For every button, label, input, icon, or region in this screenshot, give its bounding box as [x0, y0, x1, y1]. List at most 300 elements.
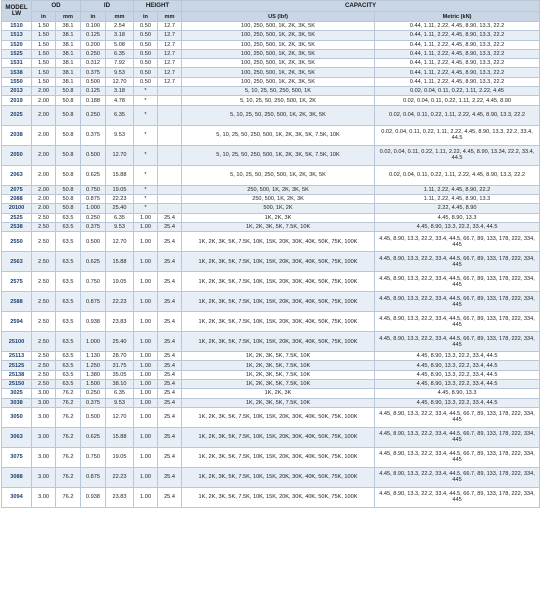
- capacity-us-cell: 1K, 2K, 3K: [182, 213, 375, 222]
- model-cell: 25100: [2, 332, 32, 352]
- id-in-cell: 0.312: [81, 59, 106, 68]
- spec-table: [1, 0, 540, 508]
- height-in-cell: *: [134, 165, 158, 185]
- height-mm-cell: [158, 185, 182, 194]
- height-mm-cell: [158, 194, 182, 203]
- height-mm-cell: [158, 165, 182, 185]
- height-mm-cell: [158, 96, 182, 105]
- id-mm-cell: 6.35: [106, 213, 134, 222]
- id-mm-cell: 12.70: [106, 407, 134, 427]
- height-in-cell: 1.00: [134, 312, 158, 332]
- id-in-cell: 1.130: [81, 352, 106, 361]
- height-in-cell: 1.00: [134, 361, 158, 370]
- model-cell: 25150: [2, 380, 32, 389]
- capacity-us-cell: 5, 10, 25, 50, 250, 500, 1K, 2K: [182, 96, 375, 105]
- model-cell: 2013: [2, 87, 32, 96]
- od-in-cell: 3.00: [32, 389, 56, 398]
- table-row: [2, 407, 540, 427]
- model-cell: 3088: [2, 467, 32, 487]
- od-in-cell: 2.50: [32, 370, 56, 379]
- od-mm-cell: 38.1: [56, 59, 81, 68]
- id-mm-cell: 9.53: [106, 398, 134, 407]
- model-cell: 2563: [2, 252, 32, 272]
- od-mm-cell: 50.8: [56, 96, 81, 105]
- table-row: [2, 380, 540, 389]
- id-in-cell: 1.000: [81, 204, 106, 213]
- height-mm-cell: 12.7: [158, 59, 182, 68]
- capacity-us-cell: 100, 250, 500, 1K, 2K, 3K, 5K: [182, 22, 375, 31]
- table-row: [2, 59, 540, 68]
- table-row: [2, 40, 540, 49]
- od-in-cell: 2.50: [32, 332, 56, 352]
- capacity-metric-cell: 0.02, 0.04, 0.11, 0.22, 1.11, 2.22, 4.45, 8.90, 13.3, 22.2: [375, 165, 540, 185]
- od-in-cell: 1.50: [32, 59, 56, 68]
- table-row: [2, 447, 540, 467]
- capacity-us-cell: 100, 250, 500, 1K, 2K, 3K, 5K: [182, 68, 375, 77]
- capacity-metric-cell: 1.11, 2.22, 4.45, 8.90, 13.3: [375, 194, 540, 203]
- id-mm-cell: 12.70: [106, 232, 134, 252]
- table-row: [2, 105, 540, 125]
- id-mm-cell: 25.40: [106, 204, 134, 213]
- height-in-cell: *: [134, 105, 158, 125]
- height-in-cell: 1.00: [134, 389, 158, 398]
- model-cell: 2050: [2, 145, 32, 165]
- od-mm-cell: 63.5: [56, 252, 81, 272]
- capacity-us-cell: 1K, 2K, 3K, 5K, 7.5K, 10K, 15K, 20K, 30K, 40K, 50K, 75K, 100K: [182, 232, 375, 252]
- model-cell: 2550: [2, 232, 32, 252]
- od-mm-cell: 63.5: [56, 222, 81, 231]
- od-in-cell: 2.00: [32, 87, 56, 96]
- id-in-cell: 0.625: [81, 165, 106, 185]
- id-mm-cell: 7.92: [106, 59, 134, 68]
- model-cell: 3075: [2, 447, 32, 467]
- od-mm-cell: 76.2: [56, 487, 81, 507]
- capacity-us-cell: 1K, 2K, 3K, 5K, 7.5K, 10K, 15K, 20K, 30K, 40K, 50K, 75K, 100K: [182, 407, 375, 427]
- height-in-cell: 1.00: [134, 222, 158, 231]
- table-body: [2, 22, 540, 508]
- table-row: [2, 292, 540, 312]
- capacity-metric-cell: 0.02, 0.04, 0.11, 0.22, 1.11, 2.22, 4.45, 8.90: [375, 96, 540, 105]
- capacity-metric-cell: 0.44, 1.11, 2.22, 4.45, 8.90, 13.3, 22.2: [375, 40, 540, 49]
- id-in-cell: 0.375: [81, 125, 106, 145]
- height-mm-cell: 25.4: [158, 447, 182, 467]
- id-in-cell: 0.250: [81, 49, 106, 58]
- height-mm-cell: 25.4: [158, 398, 182, 407]
- id-in-cell: 1.250: [81, 361, 106, 370]
- od-mm-cell: 50.8: [56, 194, 81, 203]
- height-in-cell: 0.50: [134, 22, 158, 31]
- id-mm-cell: 9.53: [106, 125, 134, 145]
- capacity-metric-cell: 0.02, 0.04, 0.11, 0.22, 1.11, 2.22, 4.45, 8.90, 13.3, 22.2, 33.4, 44.5: [375, 125, 540, 145]
- height-in-cell: 1.00: [134, 370, 158, 379]
- od-mm-cell: 50.8: [56, 165, 81, 185]
- od-mm-cell: 50.8: [56, 204, 81, 213]
- id-in-cell: 0.250: [81, 213, 106, 222]
- od-mm-cell: 63.5: [56, 272, 81, 292]
- height-in-cell: *: [134, 204, 158, 213]
- od-mm-cell: 63.5: [56, 361, 81, 370]
- height-mm-cell: 25.4: [158, 380, 182, 389]
- id-mm-cell: 23.83: [106, 312, 134, 332]
- id-in-cell: 0.500: [81, 145, 106, 165]
- height-mm-cell: 12.7: [158, 31, 182, 40]
- height-mm-cell: 25.4: [158, 361, 182, 370]
- header-od-mm: mm: [56, 12, 81, 22]
- od-mm-cell: 63.5: [56, 370, 81, 379]
- table-row: [2, 427, 540, 447]
- id-in-cell: 0.500: [81, 77, 106, 86]
- capacity-metric-cell: 4.45, 8.90, 13.3, 22.2, 33.4, 44.5, 66.7, 89, 133, 178, 222, 334, 445: [375, 312, 540, 332]
- capacity-metric-cell: 0.44, 1.11, 2.22, 4.45, 8.90, 13.3, 22.2: [375, 49, 540, 58]
- od-in-cell: 3.00: [32, 407, 56, 427]
- od-in-cell: 1.50: [32, 40, 56, 49]
- model-cell: 25138: [2, 370, 32, 379]
- height-in-cell: 1.00: [134, 398, 158, 407]
- id-mm-cell: 5.08: [106, 40, 134, 49]
- capacity-metric-cell: 0.44, 1.11, 2.22, 4.45, 8.90, 13.3, 22.2: [375, 22, 540, 31]
- od-in-cell: 2.50: [32, 292, 56, 312]
- id-mm-cell: 15.88: [106, 252, 134, 272]
- height-mm-cell: 25.4: [158, 352, 182, 361]
- od-mm-cell: 76.2: [56, 389, 81, 398]
- height-in-cell: 1.00: [134, 427, 158, 447]
- capacity-metric-cell: 4.45, 8.90, 13.3, 22.2, 33.4, 44.5: [375, 222, 540, 231]
- model-cell: 2588: [2, 292, 32, 312]
- id-mm-cell: 22.23: [106, 292, 134, 312]
- table-row: [2, 165, 540, 185]
- id-in-cell: 0.750: [81, 185, 106, 194]
- od-in-cell: 2.00: [32, 185, 56, 194]
- height-mm-cell: 25.4: [158, 222, 182, 231]
- id-mm-cell: 23.83: [106, 487, 134, 507]
- capacity-us-cell: 1K, 2K, 3K, 5K, 7.5K, 10K: [182, 361, 375, 370]
- model-cell: 3025: [2, 389, 32, 398]
- od-in-cell: 3.00: [32, 467, 56, 487]
- capacity-metric-cell: 4.45, 8.90, 13.3, 22.2, 33.4, 44.5: [375, 361, 540, 370]
- capacity-metric-cell: 0.44, 1.11, 2.22, 4.45, 8.90, 13.3, 22.2: [375, 31, 540, 40]
- table-row: [2, 145, 540, 165]
- header-model: MODEL LW: [2, 1, 32, 22]
- height-mm-cell: 25.4: [158, 213, 182, 222]
- height-in-cell: 1.00: [134, 352, 158, 361]
- capacity-metric-cell: 4.45, 8.90, 13.3, 22.2, 33.4, 44.5, 66.7, 89, 133, 178, 222, 334, 445: [375, 447, 540, 467]
- table-row: [2, 252, 540, 272]
- model-cell: 3063: [2, 427, 32, 447]
- height-mm-cell: 25.4: [158, 272, 182, 292]
- od-mm-cell: 50.8: [56, 105, 81, 125]
- header-od: OD: [32, 1, 81, 12]
- table-row: [2, 31, 540, 40]
- capacity-us-cell: 5, 10, 25, 50, 250, 500, 1K, 2K, 3K, 5K, 7.5K, 10K: [182, 125, 375, 145]
- od-in-cell: 1.50: [32, 31, 56, 40]
- capacity-metric-cell: 0.02, 0.04, 0.11, 0.22, 1.11, 2.22, 4.45: [375, 87, 540, 96]
- od-in-cell: 2.50: [32, 361, 56, 370]
- model-cell: 1531: [2, 59, 32, 68]
- capacity-metric-cell: 0.44, 1.11, 2.22, 4.45, 8.90, 13.3, 22.2: [375, 77, 540, 86]
- table-row: [2, 22, 540, 31]
- capacity-us-cell: 1K, 2K, 3K, 5K, 7.5K, 10K, 15K, 20K, 30K, 40K, 50K, 75K, 100K: [182, 252, 375, 272]
- od-mm-cell: 63.5: [56, 292, 81, 312]
- capacity-us-cell: 5, 10, 25, 50, 250, 500, 1K: [182, 87, 375, 96]
- height-mm-cell: 25.4: [158, 467, 182, 487]
- capacity-metric-cell: 4.45, 8.90, 13.3, 22.2, 33.4, 44.5, 66.7, 89, 133, 178, 222, 334, 445: [375, 487, 540, 507]
- id-mm-cell: 12.70: [106, 145, 134, 165]
- capacity-metric-cell: 2.22, 4.45, 8.90: [375, 204, 540, 213]
- od-mm-cell: 63.5: [56, 352, 81, 361]
- capacity-metric-cell: 4.45, 8.90, 13.3, 22.2, 33.4, 44.5, 66.7, 89, 133, 178, 222, 334, 445: [375, 407, 540, 427]
- header-id-mm: mm: [106, 12, 134, 22]
- height-in-cell: *: [134, 125, 158, 145]
- capacity-us-cell: 1K, 2K, 3K, 5K, 7.5K, 10K, 15K, 20K, 30K, 40K, 50K, 75K, 100K: [182, 427, 375, 447]
- id-in-cell: 0.625: [81, 427, 106, 447]
- model-cell: 2025: [2, 105, 32, 125]
- table-row: [2, 352, 540, 361]
- od-mm-cell: 50.8: [56, 87, 81, 96]
- id-mm-cell: 2.54: [106, 22, 134, 31]
- capacity-metric-cell: 4.45, 8.90, 13.3, 22.2, 33.4, 44.5, 66.7, 89, 133, 178, 222, 334, 445: [375, 292, 540, 312]
- capacity-us-cell: 100, 250, 500, 1K, 2K, 3K, 5K: [182, 49, 375, 58]
- od-mm-cell: 50.8: [56, 125, 81, 145]
- id-mm-cell: 3.18: [106, 87, 134, 96]
- od-mm-cell: 38.1: [56, 77, 81, 86]
- capacity-metric-cell: 0.02, 0.04, 0.11, 0.22, 1.11, 2.22, 4.45, 8.90, 13.34, 22.2, 33.4, 44.5: [375, 145, 540, 165]
- header-capacity-metric: Metric (kN): [375, 12, 540, 22]
- header-capacity-us: US (lbf): [182, 12, 375, 22]
- id-mm-cell: 22.23: [106, 467, 134, 487]
- table-row: [2, 194, 540, 203]
- height-mm-cell: 25.4: [158, 389, 182, 398]
- capacity-us-cell: 100, 250, 500, 1K, 2K, 3K, 5K: [182, 59, 375, 68]
- height-in-cell: 1.00: [134, 232, 158, 252]
- height-mm-cell: 25.4: [158, 332, 182, 352]
- od-in-cell: 2.50: [32, 232, 56, 252]
- capacity-us-cell: 1K, 2K, 3K, 5K, 7.5K, 10K, 15K, 20K, 30K, 40K, 50K, 75K, 100K: [182, 487, 375, 507]
- capacity-us-cell: 5, 10, 25, 50, 250, 500, 1K, 2K, 3K, 5K, 7.5K, 10K: [182, 145, 375, 165]
- table-row: [2, 467, 540, 487]
- id-mm-cell: 22.23: [106, 194, 134, 203]
- header-height-in: in: [134, 12, 158, 22]
- id-in-cell: 0.125: [81, 87, 106, 96]
- table-row: [2, 272, 540, 292]
- capacity-us-cell: 250, 500, 1K, 2K, 3K: [182, 194, 375, 203]
- id-mm-cell: 9.53: [106, 222, 134, 231]
- table-row: [2, 312, 540, 332]
- id-in-cell: 0.200: [81, 40, 106, 49]
- height-in-cell: *: [134, 194, 158, 203]
- height-in-cell: 0.50: [134, 59, 158, 68]
- od-in-cell: 2.00: [32, 105, 56, 125]
- capacity-metric-cell: 4.45, 8.90, 13.3, 22.2, 33.4, 44.5, 66.7, 89, 133, 178, 222, 334, 445: [375, 427, 540, 447]
- id-mm-cell: 19.05: [106, 185, 134, 194]
- capacity-us-cell: 1K, 2K, 3K, 5K, 7.5K, 10K, 15K, 20K, 30K, 40K, 50K, 75K, 100K: [182, 312, 375, 332]
- height-mm-cell: 25.4: [158, 407, 182, 427]
- od-mm-cell: 63.5: [56, 380, 81, 389]
- capacity-us-cell: 1K, 2K, 3K, 5K, 7.5K, 10K, 15K, 20K, 30K, 40K, 50K, 75K, 100K: [182, 447, 375, 467]
- height-in-cell: *: [134, 145, 158, 165]
- od-mm-cell: 76.2: [56, 447, 81, 467]
- table-row: [2, 68, 540, 77]
- od-in-cell: 2.00: [32, 165, 56, 185]
- height-mm-cell: [158, 125, 182, 145]
- capacity-metric-cell: 4.45, 8.90, 13.3: [375, 213, 540, 222]
- od-mm-cell: 63.5: [56, 213, 81, 222]
- capacity-us-cell: 1K, 2K, 3K, 5K, 7.5K, 10K, 15K, 20K, 30K, 40K, 50K, 75K, 100K: [182, 332, 375, 352]
- capacity-metric-cell: 4.45, 8.90, 13.3, 22.2, 33.4, 44.5: [375, 352, 540, 361]
- od-mm-cell: 76.2: [56, 398, 81, 407]
- height-mm-cell: 12.7: [158, 49, 182, 58]
- capacity-us-cell: 1K, 2K, 3K, 5K, 7.5K, 10K, 15K, 20K, 30K, 40K, 50K, 75K, 100K: [182, 272, 375, 292]
- model-cell: 1550: [2, 77, 32, 86]
- table-row: [2, 87, 540, 96]
- capacity-metric-cell: 4.45, 8.90, 13.3, 22.2, 33.4, 44.5, 66.7, 89, 133, 178, 222, 334, 445: [375, 272, 540, 292]
- model-cell: 1520: [2, 40, 32, 49]
- height-mm-cell: 12.7: [158, 77, 182, 86]
- header-height: HEIGHT: [134, 1, 182, 12]
- table-row: [2, 398, 540, 407]
- height-in-cell: 1.00: [134, 272, 158, 292]
- id-mm-cell: 19.05: [106, 447, 134, 467]
- od-mm-cell: 76.2: [56, 427, 81, 447]
- height-in-cell: 1.00: [134, 252, 158, 272]
- model-cell: 2538: [2, 222, 32, 231]
- id-mm-cell: 3.18: [106, 31, 134, 40]
- height-mm-cell: [158, 87, 182, 96]
- od-mm-cell: 38.1: [56, 31, 81, 40]
- model-cell: 1510: [2, 22, 32, 31]
- od-mm-cell: 76.2: [56, 467, 81, 487]
- header-od-in: in: [32, 12, 56, 22]
- header-capacity: CAPACITY: [182, 1, 540, 12]
- table-row: [2, 232, 540, 252]
- id-in-cell: 0.188: [81, 96, 106, 105]
- capacity-us-cell: 1K, 2K, 3K, 5K, 7.5K, 10K: [182, 380, 375, 389]
- table-row: [2, 204, 540, 213]
- od-in-cell: 2.00: [32, 204, 56, 213]
- od-in-cell: 2.50: [32, 352, 56, 361]
- capacity-metric-cell: 4.45, 8.90, 13.3, 22.2, 33.4, 44.5, 66.7, 89, 133, 178, 222, 334, 445: [375, 467, 540, 487]
- od-in-cell: 3.00: [32, 487, 56, 507]
- id-mm-cell: 15.88: [106, 427, 134, 447]
- model-cell: 1538: [2, 68, 32, 77]
- id-in-cell: 0.875: [81, 467, 106, 487]
- id-mm-cell: 31.75: [106, 361, 134, 370]
- id-mm-cell: 9.53: [106, 68, 134, 77]
- model-cell: 3094: [2, 487, 32, 507]
- id-in-cell: 0.750: [81, 272, 106, 292]
- capacity-us-cell: 100, 250, 500, 1K, 2K, 3K, 5K: [182, 40, 375, 49]
- table-row: [2, 222, 540, 231]
- od-mm-cell: 63.5: [56, 332, 81, 352]
- id-mm-cell: 6.35: [106, 49, 134, 58]
- id-mm-cell: 12.70: [106, 77, 134, 86]
- od-in-cell: 2.00: [32, 194, 56, 203]
- capacity-us-cell: 1K, 2K, 3K: [182, 389, 375, 398]
- table-row: [2, 77, 540, 86]
- height-mm-cell: 25.4: [158, 427, 182, 447]
- model-cell: 25113: [2, 352, 32, 361]
- od-mm-cell: 63.5: [56, 232, 81, 252]
- id-in-cell: 0.875: [81, 194, 106, 203]
- capacity-metric-cell: 0.02, 0.04, 0.11, 0.22, 1.11, 2.22, 4.45, 8.90, 13.3, 22.2: [375, 105, 540, 125]
- height-mm-cell: 25.4: [158, 232, 182, 252]
- od-in-cell: 1.50: [32, 22, 56, 31]
- od-in-cell: 2.50: [32, 312, 56, 332]
- height-mm-cell: 25.4: [158, 312, 182, 332]
- model-cell: 2575: [2, 272, 32, 292]
- capacity-us-cell: 5, 10, 25, 50, 250, 500, 1K, 2K, 3K, 5K: [182, 165, 375, 185]
- capacity-us-cell: 100, 250, 500, 1K, 2K, 3K, 5K: [182, 31, 375, 40]
- id-in-cell: 0.625: [81, 252, 106, 272]
- table-row: [2, 125, 540, 145]
- model-cell: 1525: [2, 49, 32, 58]
- table-row: [2, 389, 540, 398]
- height-mm-cell: [158, 204, 182, 213]
- id-mm-cell: 15.88: [106, 165, 134, 185]
- capacity-us-cell: 5, 10, 25, 50, 250, 500, 1K, 2K, 3K, 5K: [182, 105, 375, 125]
- capacity-us-cell: 1K, 2K, 3K, 5K, 7.5K, 10K, 15K, 20K, 30K, 40K, 50K, 75K, 100K: [182, 292, 375, 312]
- model-cell: 20100: [2, 204, 32, 213]
- od-in-cell: 3.00: [32, 427, 56, 447]
- model-cell: 25125: [2, 361, 32, 370]
- id-in-cell: 0.100: [81, 22, 106, 31]
- header-id-in: in: [81, 12, 106, 22]
- id-mm-cell: 19.05: [106, 272, 134, 292]
- od-in-cell: 1.50: [32, 77, 56, 86]
- od-in-cell: 2.50: [32, 222, 56, 231]
- id-in-cell: 0.938: [81, 312, 106, 332]
- id-in-cell: 0.938: [81, 487, 106, 507]
- od-in-cell: 2.50: [32, 380, 56, 389]
- od-in-cell: 2.00: [32, 145, 56, 165]
- id-in-cell: 0.500: [81, 232, 106, 252]
- od-in-cell: 1.50: [32, 49, 56, 58]
- od-in-cell: 2.50: [32, 213, 56, 222]
- id-in-cell: 0.250: [81, 389, 106, 398]
- table-row: [2, 370, 540, 379]
- od-mm-cell: 63.5: [56, 312, 81, 332]
- od-in-cell: 3.00: [32, 447, 56, 467]
- id-mm-cell: 28.70: [106, 352, 134, 361]
- od-mm-cell: 50.8: [56, 185, 81, 194]
- od-mm-cell: 50.8: [56, 145, 81, 165]
- od-in-cell: 2.00: [32, 96, 56, 105]
- height-mm-cell: [158, 105, 182, 125]
- model-cell: 2594: [2, 312, 32, 332]
- model-cell: 2075: [2, 185, 32, 194]
- od-mm-cell: 38.1: [56, 40, 81, 49]
- height-in-cell: 0.50: [134, 49, 158, 58]
- capacity-us-cell: 1K, 2K, 3K, 5K, 7.5K, 10K: [182, 352, 375, 361]
- id-mm-cell: 6.35: [106, 389, 134, 398]
- id-mm-cell: 25.40: [106, 332, 134, 352]
- model-cell: 2038: [2, 125, 32, 145]
- model-cell: 2019: [2, 96, 32, 105]
- od-in-cell: 2.00: [32, 125, 56, 145]
- table-row: [2, 49, 540, 58]
- id-in-cell: 0.375: [81, 222, 106, 231]
- height-mm-cell: 25.4: [158, 252, 182, 272]
- capacity-metric-cell: 4.45, 8.90, 13.3, 22.2, 33.4, 44.5, 66.7, 89, 133, 178, 222, 334, 445: [375, 252, 540, 272]
- od-mm-cell: 38.1: [56, 68, 81, 77]
- id-in-cell: 0.875: [81, 292, 106, 312]
- height-in-cell: 1.00: [134, 213, 158, 222]
- id-mm-cell: 38.10: [106, 380, 134, 389]
- capacity-metric-cell: 4.45, 8.90, 13.3: [375, 389, 540, 398]
- height-in-cell: 1.00: [134, 407, 158, 427]
- height-mm-cell: 12.7: [158, 40, 182, 49]
- capacity-metric-cell: 1.11, 2.22, 4.45, 8.90, 22.2: [375, 185, 540, 194]
- table-row: [2, 332, 540, 352]
